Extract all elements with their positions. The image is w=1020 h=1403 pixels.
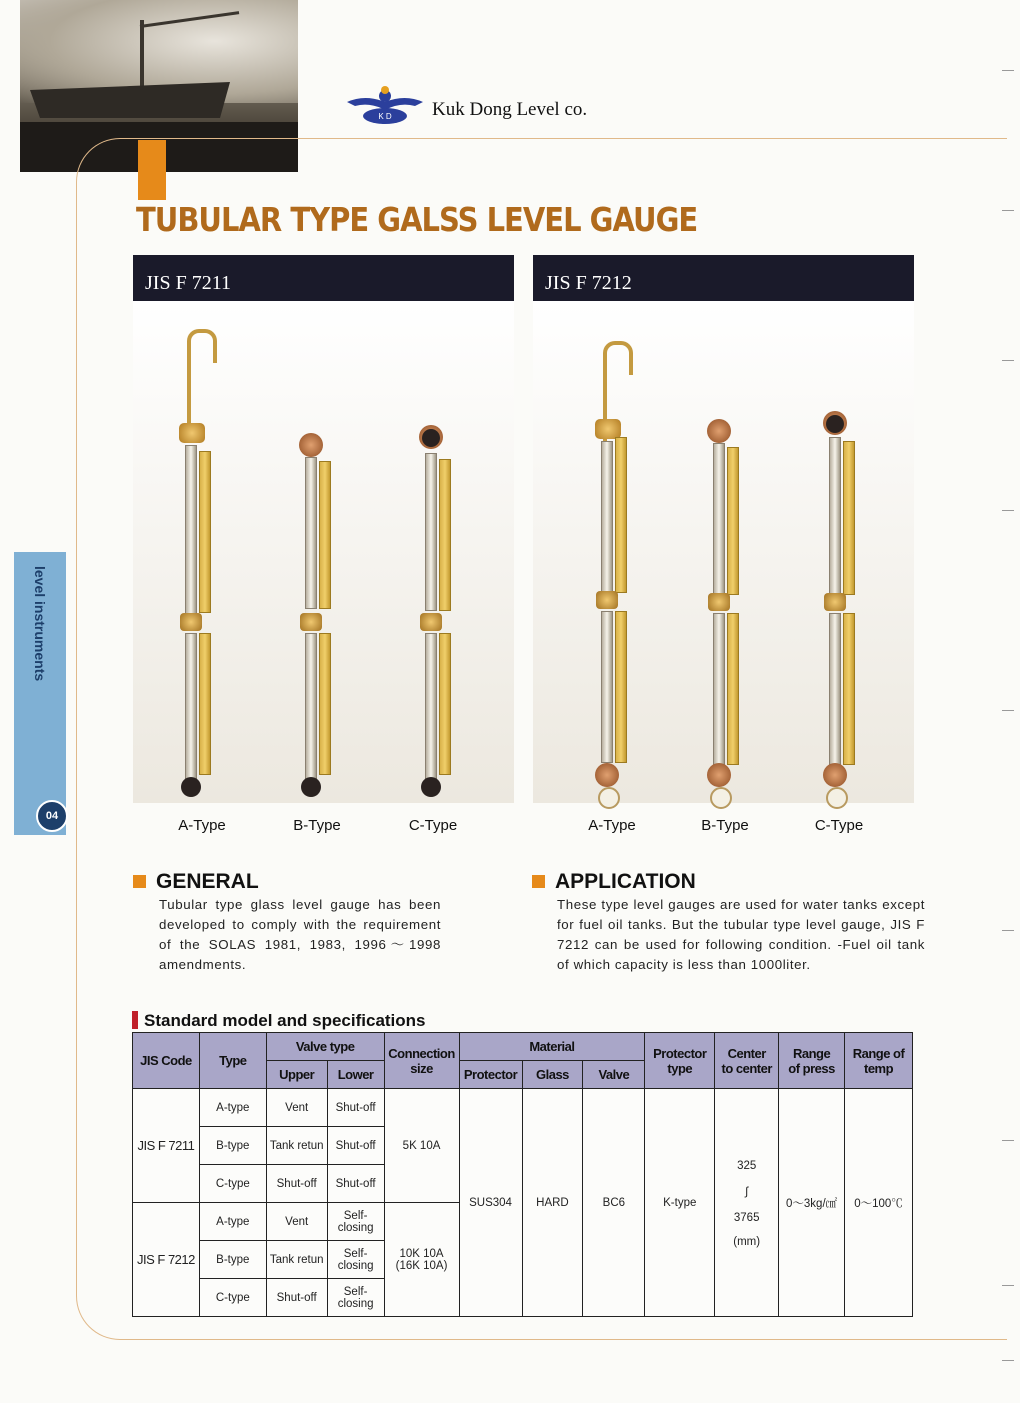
red-bar-icon: [132, 1011, 138, 1029]
caption-b-type: B-Type: [701, 817, 749, 834]
table-row: [133, 1089, 913, 1127]
header-center: Center to center: [715, 1033, 779, 1089]
header-protector-type: Protector type: [645, 1033, 715, 1089]
header-jis-code: JIS Code: [133, 1033, 200, 1089]
spec-heading: Standard model and specifications: [132, 1011, 426, 1031]
cell-lower: Self-closing: [327, 1241, 384, 1279]
cell-type: B-type: [199, 1127, 266, 1165]
cell-lower: Shut-off: [327, 1127, 384, 1165]
header-material: Material: [459, 1033, 645, 1061]
cell-connection: 5K 10A: [384, 1089, 459, 1203]
cell-lower: Self-closing: [327, 1279, 384, 1317]
cell-range-press: 0～3kg/㎠: [779, 1089, 845, 1317]
cell-upper: Tank retun: [266, 1127, 327, 1165]
side-tab: [14, 552, 66, 835]
application-text: These type level gauges are used for water tanks except for fuel oil tanks. But the tubular type level gauge, JIS F 7212 can be used for following condition. -Fuel oil tank of which capacity is less than 1000liter.: [557, 897, 925, 972]
company-logo-icon: [345, 84, 425, 128]
cell-type: A-type: [199, 1203, 266, 1241]
cell-range-temp: 0～100℃: [845, 1089, 913, 1317]
product-photo: [133, 301, 514, 803]
cell-upper: Shut-off: [266, 1279, 327, 1317]
header-lower: Lower: [327, 1061, 384, 1089]
product-panel-jis-f7211: [133, 255, 514, 803]
cell-jis-code: JIS F 7211: [133, 1089, 200, 1203]
cell-type: C-type: [199, 1279, 266, 1317]
header-range-temp: Range of temp: [845, 1033, 913, 1089]
caption-a-type: A-Type: [588, 817, 636, 834]
cell-lower: Self-closing: [327, 1203, 384, 1241]
caption-b-type: B-Type: [293, 817, 341, 834]
caption-c-type: C-Type: [814, 817, 864, 834]
header-range-press: Range of press: [779, 1033, 845, 1089]
cell-type: B-type: [199, 1241, 266, 1279]
company-name: Kuk Dong Level co.: [432, 99, 588, 120]
cell-lower: Shut-off: [327, 1165, 384, 1203]
caption-a-type: A-Type: [178, 817, 226, 834]
header-material-protector: Protector: [459, 1061, 522, 1089]
page-number: 04: [36, 800, 68, 832]
cell-protector-type: K-type: [645, 1089, 715, 1317]
product-panel-jis-f7212: [533, 255, 914, 803]
cell-lower: Shut-off: [327, 1089, 384, 1127]
cell-connection: 10K 10A (16K 10A): [384, 1203, 459, 1317]
caption-c-type: C-Type: [408, 817, 458, 834]
cell-jis-code: JIS F 7212: [133, 1203, 200, 1317]
cell-upper: Vent: [266, 1203, 327, 1241]
panel-title: JIS F 7211: [133, 255, 514, 301]
accent-bar: [138, 140, 166, 200]
bullet-square-icon: [133, 875, 146, 888]
general-text: Tubular type glass level gauge has been developed to comply with the requirement of the SOLAS 1981, 1983, 1996～1998 amendments.: [159, 897, 441, 972]
logo-text: K D: [378, 112, 392, 121]
spec-table: [132, 1032, 913, 1317]
general-heading: GENERAL: [133, 870, 259, 894]
cell-type: C-type: [199, 1165, 266, 1203]
header-upper: Upper: [266, 1061, 327, 1089]
cell-upper: Shut-off: [266, 1165, 327, 1203]
cell-upper: Tank retun: [266, 1241, 327, 1279]
header-type: Type: [199, 1033, 266, 1089]
header-connection: Connection size: [384, 1033, 459, 1089]
page-title: TUBULAR TYPE GALSS LEVEL GAUGE: [136, 200, 698, 240]
header-material-valve: Valve: [583, 1061, 645, 1089]
panel-title: JIS F 7212: [533, 255, 914, 301]
side-tab-label: level instruments: [32, 566, 48, 682]
header-valve-type: Valve type: [266, 1033, 384, 1061]
cell-glass: HARD: [522, 1089, 583, 1317]
cell-valve-material: BC6: [583, 1089, 645, 1317]
bullet-square-icon: [532, 875, 545, 888]
cell-type: A-type: [199, 1089, 266, 1127]
header-material-glass: Glass: [522, 1061, 583, 1089]
product-photo: [533, 301, 914, 803]
cell-protector-material: SUS304: [459, 1089, 522, 1317]
cell-upper: Vent: [266, 1089, 327, 1127]
cell-center-to-center: 325 ∫ 3765 (mm): [715, 1089, 779, 1317]
application-heading: APPLICATION: [532, 870, 696, 894]
